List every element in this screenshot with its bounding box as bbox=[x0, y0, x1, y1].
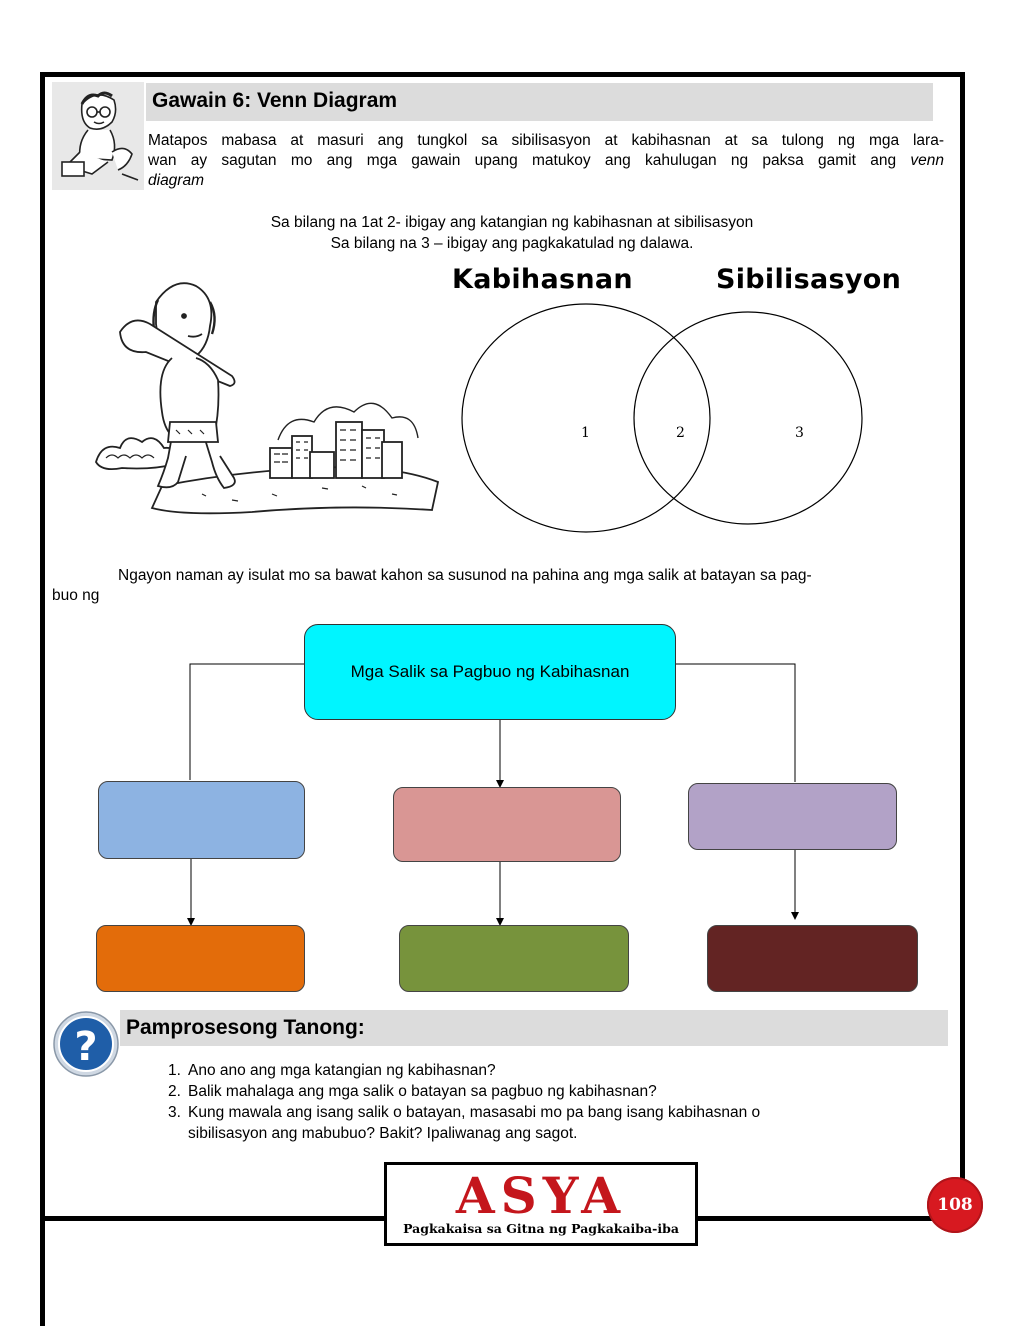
flowchart-bottom-left-box[interactable] bbox=[96, 925, 305, 992]
intro-line-2-text: wan ay sagutan mo ang mga gawain upang matukoy ang kahulugan ng paksa gamit ang bbox=[148, 152, 897, 169]
venn-circle-right bbox=[634, 312, 862, 524]
question-item bbox=[168, 1060, 928, 1081]
venn-label-sibilisasyon: Sibilisasyon bbox=[716, 264, 902, 295]
venn-label-kabihasnan: Kabihasnan bbox=[452, 264, 633, 295]
flowchart-mid-center-box[interactable] bbox=[393, 787, 621, 862]
instruction-2: Sa bilang na 3 – ibigay ang pagkakatulad ng dalawa. bbox=[330, 235, 694, 252]
flowchart-bottom-right-box[interactable] bbox=[707, 925, 918, 992]
asya-logo bbox=[384, 1162, 698, 1246]
question-number: 1. bbox=[168, 1062, 181, 1079]
intro-line-1: Matapos mabasa at masuri ang tungkol sa sibilisasyon at kabihasnan at sa tulong ng mga lara- bbox=[148, 132, 944, 149]
intro-line-2 bbox=[148, 151, 944, 171]
student-reading-icon bbox=[52, 82, 144, 190]
page-number: 108 bbox=[937, 1195, 973, 1215]
question-item bbox=[168, 1102, 928, 1123]
note-line-1: Ngayon naman ay isulat mo sa bawat kahon sa susunod na pahina ang mga salik at batayan sa pag- bbox=[118, 567, 812, 584]
venn-region-3: 3 bbox=[795, 425, 804, 441]
flowchart-root-box[interactable] bbox=[304, 624, 676, 720]
note-line-2: buo ng bbox=[52, 587, 100, 604]
venn-region-2: 2 bbox=[676, 425, 685, 441]
question-text: Ano ano ang mga katangian ng kabihasnan? bbox=[188, 1062, 496, 1079]
svg-text:?: ? bbox=[74, 1024, 98, 1070]
questions-list bbox=[168, 1060, 928, 1144]
question-number: 3. bbox=[168, 1104, 181, 1121]
page-border-bottom-right bbox=[698, 1216, 964, 1221]
caveman-illustration bbox=[92, 272, 442, 532]
instruction-1: Sa bilang na 1at 2- ibigay ang katangian ng kabihasnan at sibilisasyon bbox=[270, 214, 754, 231]
asya-logo-subtitle: Pagkakaisa sa Gitna ng Pagkakaiba-iba bbox=[403, 1221, 679, 1236]
page-border-bottom-left bbox=[44, 1216, 386, 1221]
venn-diagram bbox=[450, 300, 900, 540]
page-border-top bbox=[44, 72, 964, 77]
question-item bbox=[168, 1123, 928, 1144]
questions-title: Pamprosesong Tanong: bbox=[120, 1010, 948, 1046]
question-number: 2. bbox=[168, 1083, 181, 1100]
intro-italic-diagram: diagram bbox=[148, 172, 204, 189]
flowchart-mid-right-box[interactable] bbox=[688, 783, 897, 850]
question-text: sibilisasyon ang mabubuo? Bakit? Ipaliwanag ang sagot. bbox=[188, 1125, 578, 1142]
question-text: Kung mawala ang isang salik o batayan, masasabi mo pa bang isang kabihasnan o bbox=[188, 1104, 761, 1121]
venn-region-1: 1 bbox=[581, 425, 590, 441]
activity-intro bbox=[148, 131, 944, 191]
intro-italic-venn: venn bbox=[910, 152, 944, 169]
question-item bbox=[168, 1081, 928, 1102]
flowchart-mid-left-box[interactable] bbox=[98, 781, 305, 859]
question-text: Balik mahalaga ang mga salik o batayan sa pagbuo ng kabihasnan? bbox=[188, 1083, 657, 1100]
asya-logo-word: ASYA bbox=[455, 1166, 627, 1225]
activity-title: Gawain 6: Venn Diagram bbox=[146, 83, 933, 121]
flowchart-root-label: Mga Salik sa Pagbuo ng Kabihasnan bbox=[350, 662, 630, 681]
question-number bbox=[168, 1123, 188, 1144]
flowchart-bottom-center-box[interactable] bbox=[399, 925, 629, 992]
page-number-badge bbox=[927, 1177, 983, 1233]
question-mark-icon bbox=[52, 1010, 120, 1078]
